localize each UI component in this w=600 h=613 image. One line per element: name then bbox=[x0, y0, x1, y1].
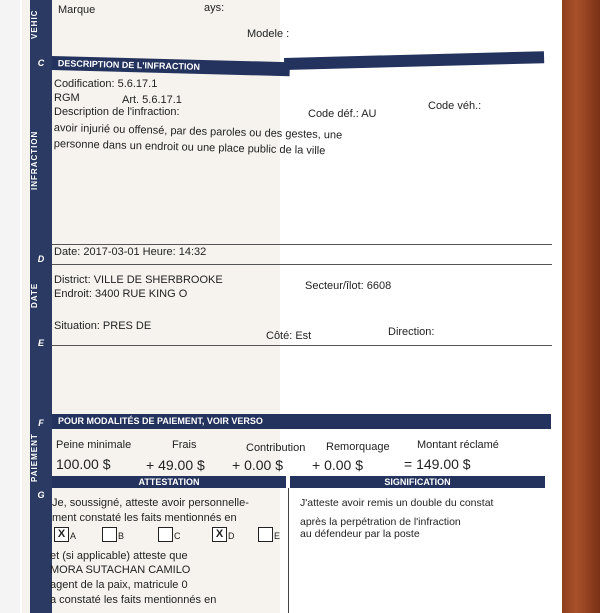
checkbox-d[interactable] bbox=[212, 527, 227, 542]
situation-divider bbox=[52, 345, 552, 346]
description-label: Description de l'infraction: bbox=[54, 106, 180, 118]
modele-label: Modele : bbox=[247, 28, 290, 40]
checkbox-d-label: D bbox=[228, 531, 235, 541]
signification-line1: J'atteste avoir remis un double du constat bbox=[300, 497, 494, 509]
pays-label: ays: bbox=[204, 2, 225, 14]
column-divider bbox=[288, 488, 289, 613]
officer-name: MORA SUTACHAN CAMILO bbox=[50, 564, 191, 576]
signification-line3: au défendeur par la poste bbox=[300, 528, 420, 540]
rgm-label: RGM bbox=[54, 92, 80, 104]
attestation-line2: ment constaté les faits mentionnés en bbox=[52, 512, 237, 524]
date-time: Date: 2017-03-01 Heure: 14:32 bbox=[54, 246, 207, 258]
cote: Côté: Est bbox=[266, 330, 312, 342]
checkbox-c-label: C bbox=[174, 531, 181, 541]
agent-matricule: agent de la paix, matricule 0 bbox=[50, 579, 188, 591]
endroit: Endroit: 3400 RUE KING O bbox=[54, 288, 188, 300]
value-contribution: + 0.00 $ bbox=[232, 457, 283, 473]
header-peine: Peine minimale bbox=[56, 439, 132, 451]
payment-band: POUR MODALITÉS DE PAIEMENT, VOIR VERSO bbox=[52, 414, 551, 429]
attestation-line3: et (si applicable) atteste que bbox=[50, 550, 188, 562]
checkbox-c[interactable] bbox=[158, 527, 173, 542]
district: District: VILLE DE SHERBROOKE bbox=[54, 274, 223, 286]
value-peine: 100.00 $ bbox=[56, 456, 111, 472]
secteur: Secteur/îlot: 6608 bbox=[305, 280, 392, 292]
stripe-letter-e: E bbox=[37, 338, 44, 348]
section-stripe bbox=[30, 0, 52, 613]
attestation-line4: a constaté les faits mentionnés en bbox=[50, 594, 217, 606]
stripe-label-date: DATE bbox=[30, 282, 39, 308]
ticket-document bbox=[22, 0, 562, 613]
header-contribution: Contribution bbox=[246, 442, 306, 454]
section-divider bbox=[52, 244, 552, 245]
description-text-line2: personne dans un endroit ou une place public de la ville bbox=[53, 138, 326, 158]
checkbox-b[interactable] bbox=[102, 527, 117, 542]
checkbox-a-label: A bbox=[70, 531, 77, 541]
situation: Situation: PRES DE bbox=[54, 320, 152, 332]
value-remorquage: + 0.00 $ bbox=[312, 457, 363, 473]
stripe-letter-f: F bbox=[38, 418, 44, 428]
header-montant: Montant réclamé bbox=[417, 439, 499, 451]
checkbox-d-mark: X bbox=[215, 528, 224, 540]
codification: Codification: 5.6.17.1 bbox=[54, 78, 158, 90]
header-frais: Frais bbox=[172, 439, 197, 451]
stripe-label-infraction: INFRACTION bbox=[30, 130, 39, 190]
value-montant: = 149.00 $ bbox=[404, 456, 471, 472]
description-band: DESCRIPTION DE L'INFRACTION bbox=[52, 56, 290, 76]
attestation-band: ATTESTATION bbox=[52, 476, 286, 488]
stripe-letter-g: G bbox=[37, 490, 45, 500]
header-remorquage: Remorquage bbox=[326, 441, 390, 453]
stripe-label-paiement: PAIEMENT bbox=[30, 433, 39, 482]
marque-label: Marque bbox=[58, 4, 96, 16]
wood-table-background bbox=[560, 0, 600, 613]
stripe-label-vehicule: VEHIC bbox=[30, 9, 39, 39]
article: Art. 5.6.17.1 bbox=[122, 94, 182, 106]
stripe-letter-d: D bbox=[37, 254, 45, 264]
signification-line2: après la perpétration de l'infraction bbox=[300, 516, 461, 528]
direction: Direction: bbox=[388, 326, 435, 338]
value-frais: + 49.00 $ bbox=[146, 457, 205, 473]
code-def: Code déf.: AU bbox=[308, 108, 377, 120]
checkbox-b-label: B bbox=[118, 531, 125, 541]
background-left bbox=[0, 0, 20, 613]
checkbox-a-mark: X bbox=[57, 528, 66, 540]
checkbox-e-label: E bbox=[274, 531, 281, 541]
date-divider bbox=[52, 264, 552, 265]
checkbox-a[interactable] bbox=[54, 527, 69, 542]
code-veh: Code véh.: bbox=[428, 100, 482, 112]
checkbox-e[interactable] bbox=[258, 527, 273, 542]
description-text-line1: avoir injurié ou offensé, par des paroles ou des gestes, une bbox=[53, 122, 343, 142]
attestation-line1: Je, soussigné, atteste avoir personnelle- bbox=[52, 497, 249, 509]
signification-band: SIGNIFICATION bbox=[290, 476, 545, 488]
stripe-letter-c: C bbox=[37, 58, 45, 68]
